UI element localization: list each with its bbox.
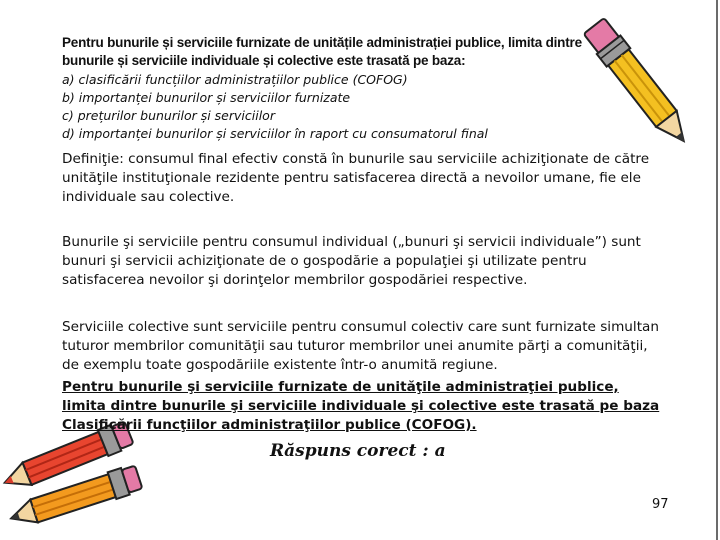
option-b: b) importanței bunurilor și serviciilor furnizate <box>62 90 351 105</box>
right-border-line <box>716 0 718 540</box>
option-d: d) importanței bunurilor și serviciilor în raport cu consumatorul final <box>62 126 488 141</box>
option-a: a) clasificării funcțiilor administrațiilor publice (COFOG) <box>62 72 408 87</box>
correct-answer: Răspuns corect : a <box>270 441 446 461</box>
pencil-icon-bottom-left-lower <box>4 458 144 538</box>
answer-options-list <box>62 71 622 143</box>
option-c: c) prețurilor bunurilor și serviciilor <box>62 108 275 123</box>
definition-paragraph: Definiţie: consumul final efectiv constă în bunurile sau serviciile achiziţionate de către unităţile instituţionale rezidente pentru satisfacerea directă a nevoilor umane, fie ele individuale sau colective. <box>62 151 650 205</box>
collective-services-paragraph: Serviciile colective sunt serviciile pentru consumul colectiv care sunt furnizate simultan tuturor membrilor comunităţii sau tuturor membrilor unei anumite părţi a comunităţii, de exemplu toate gospodăriile existente într-o anumită regiune. <box>62 319 659 373</box>
page-number: 97 <box>652 497 669 512</box>
individual-consumption-paragraph: Bunurile şi serviciile pentru consumul individual („bunuri şi servicii individuale”) sunt bunuri şi servicii achiziţionate de o gospodărie a populaţiei şi utilizate pentru satisfacerea nevoilor şi dorinţelor membrilor gospodăriei respective. <box>62 234 641 288</box>
emphasis-paragraph: Pentru bunurile şi serviciile furnizate de unităţile administraţiei publice, limita dintre bunurile şi serviciile individuale şi colective este trasată pe baza Clasificării funcţiilor administraţiilor publice (COFOG). <box>62 379 660 433</box>
question-text: Pentru bunurile și serviciile furnizate de unitățile administrației publice, limita dintre bunurile și serviciile individuale și colective este trasată pe baza: <box>62 35 582 68</box>
